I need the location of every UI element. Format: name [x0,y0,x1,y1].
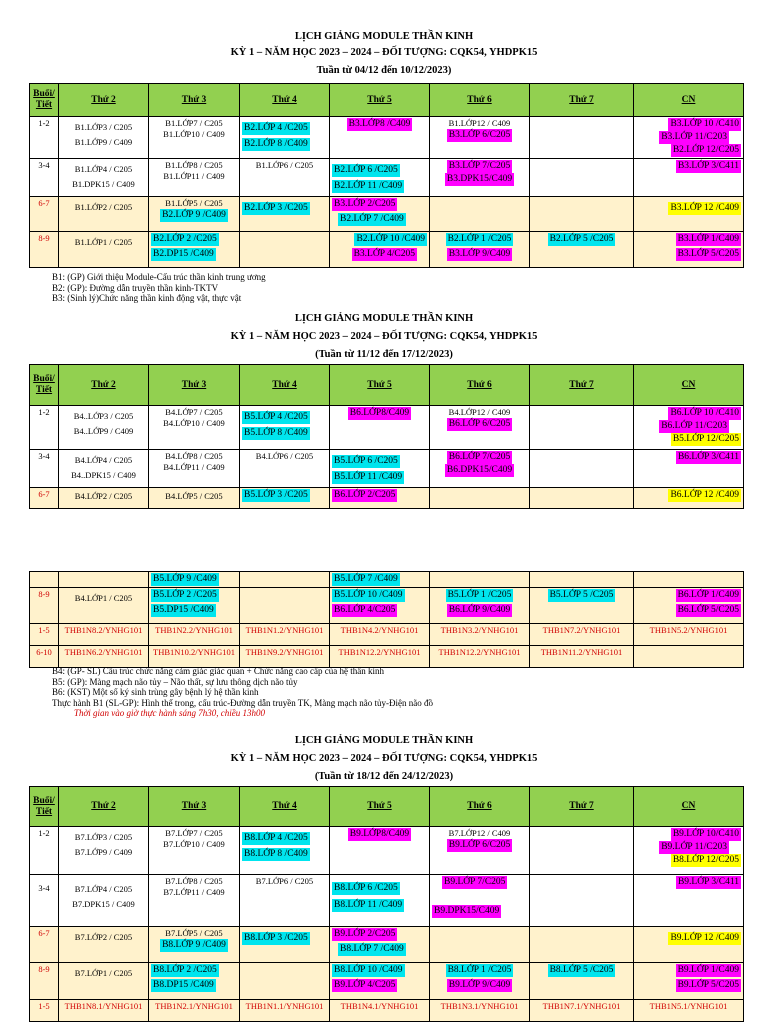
entry: B9.DPK15/C409 [434,906,500,916]
entry: B9.LỚP 4/C205 [334,980,396,990]
entry: B7.LỚP5 / C205 [165,928,223,938]
week2-table [29,364,744,509]
entry: THB1N3.2/YNHG101 [430,624,530,646]
entry: B6.LỚP 12 /C409 [670,490,739,500]
entry: B5.DP15 /C409 [153,605,214,615]
entry: B8.LỚP 7 /C409 [340,944,404,954]
entry: B5.LỚP 11 /C409 [334,472,403,482]
entry: B6.LỚP 7/C205 [448,452,511,462]
entry: B3.LỚP 9/C409 [448,249,511,259]
entry: THB1N7.1/YNHG101 [530,1000,634,1022]
col-cn: CN [634,84,744,117]
entry: B1.LỚP7 / C205 [165,118,223,128]
entry: B1.DPK15 / C409 [72,179,135,189]
entry: B5.LỚP 9 /C409 [153,574,217,584]
entry: B8.LỚP 1 /C205 [447,965,512,975]
col-thu6: Thứ 6 [430,84,530,117]
entry: B8.LỚP 8 /C409 [244,849,308,859]
entry: THB1N4.1/YNHG101 [330,1000,430,1022]
table-row [30,488,744,509]
entry: B2.LỚP 9 /C409 [162,210,226,220]
note: B2: (GP): Đường dẫn truyền thần kinh-TKTV [52,282,219,293]
entry: THB1N8.1/YNHG101 [59,1000,149,1022]
entry: THB1N5.2/YNHG101 [634,624,744,646]
table-row [30,1000,744,1022]
entry: B4.LỚP6 / C205 [255,451,314,461]
week2-notes [52,666,433,719]
entry: B2.LỚP 1 /C205 [447,234,512,244]
note: B6: (KST) Một số ký sinh trùng gây bệnh lý hệ thần kinh [52,687,259,697]
entry: B3.LỚP 3/C411 [677,161,739,171]
entry: B9.LỚP 3/C411 [677,877,739,887]
entry: B5.LỚP 12/C205 [672,434,739,444]
entry: B8.LỚP 2 /C205 [153,965,217,975]
entry: B4.LỚP2 / C205 [74,491,133,501]
entry: THB1N11.2/YNHG101 [530,646,634,668]
week1-notes [52,272,266,304]
entry: B7.LỚP10 / C409 [163,839,225,849]
period-cell: 3-4 [30,450,59,488]
entry: B2.LỚP 10 /C409 [356,234,425,244]
week1-table [29,83,744,268]
entry: B2.LỚP 12/C205 [672,145,739,155]
entry: B8.LỚP 4 /C205 [244,833,308,843]
entry: B1.LỚP4 / C205 [74,164,133,174]
entry: B8.LỚP 10 /C409 [334,965,403,975]
note: Thời gian vào giờ thực hành sáng 7h30, chiều 13h00 [74,708,266,718]
entry: B3.DPK15/C409 [446,174,513,184]
table-row [30,572,744,588]
table-row [30,450,744,488]
entry: THB1N1.2/YNHG101 [240,624,330,646]
entry: B5.LỚP 2 /C205 [153,590,217,600]
table-row [30,232,744,268]
week3-title: LỊCH GIẢNG MODULE THẦN KINH [294,735,474,746]
entry: THB1N4.2/YNHG101 [330,624,430,646]
col-thu7: Thứ 7 [530,787,634,827]
table-row [30,117,744,159]
period-cell: 8-9 [30,232,59,268]
entry: B8.LỚP 3 /C205 [244,933,308,943]
col-thu3: Thứ 3 [149,84,240,117]
entry: B9.LỚP 12 /C409 [670,933,739,943]
entry: THB1N2.2/YNHG101 [149,624,240,646]
entry: B5.LỚP 3 /C205 [244,490,308,500]
entry: B9.LỚP 11/C203 [661,842,727,852]
entry: B2.LỚP 4 /C205 [244,123,308,133]
week1-title: LỊCH GIẢNG MODULE THẦN KINH [294,31,474,42]
header-row [30,787,744,827]
table-row [30,624,744,646]
entry: THB1N7.2/YNHG101 [530,624,634,646]
period-cell: 1-2 [30,406,59,450]
entry: B2.LỚP 8 /C409 [244,139,308,149]
col-thu3: Thứ 3 [149,787,240,827]
header-row [30,365,744,406]
period-cell: 1-2 [30,117,59,159]
period-cell: 6-7 [30,488,59,509]
note: B1: (GP) Giới thiệu Module-Cấu trúc thần kinh trung ương [52,272,266,282]
entry: THB1N12.2/YNHG101 [430,646,530,668]
note: B4: (GP- SL) Cấu trúc chức năng cảm giác giác quan + Chức năng cao cấp của hệ thần kinh [52,666,384,676]
entry: B8.LỚP 6 /C205 [334,883,398,893]
entry: B3.LỚP 6/C205 [448,130,511,140]
table-row [30,875,744,927]
entry: B2.LỚP 11 /C409 [334,181,403,191]
week2-subtitle: KỲ 1 – NĂM HỌC 2023 – 2024 – ĐỐI TƯỢNG: CQK54, YHDPK15 [230,331,538,342]
entry: B1.LỚP6 / C205 [255,160,314,170]
entry: B6.LỚP 1/C409 [677,590,739,600]
col-thu4: Thứ 4 [240,365,330,406]
entry: THB1N5.1/YNHG101 [634,1000,744,1022]
col-thu4: Thứ 4 [240,787,330,827]
col-thu2: Thứ 2 [59,365,149,406]
entry: B4..DPK15 / C409 [71,470,136,480]
col-buoi: Buổi/ Tiết [30,787,59,827]
col-thu7: Thứ 7 [530,365,634,406]
entry: B1.LỚP2 / C205 [74,202,133,212]
entry: B9.LỚP 9/C409 [448,980,511,990]
entry: B4..LỚP9 / C409 [73,426,134,436]
entry: B3.LỚP 10 /C410 [670,119,739,129]
period-cell: 6-7 [30,197,59,232]
entry: B4.LỚP11 / C409 [163,462,225,472]
entry: B6.LỚP 2/C205 [334,490,396,500]
entry: B9.LỚP 7/C205 [444,877,506,887]
entry: THB1N6.2/YNHG101 [59,646,149,668]
entry: B1.LỚP12 / C409 [448,118,511,128]
entry: B2.LỚP 3 /C205 [244,203,308,213]
col-thu5: Thứ 5 [330,365,430,406]
week1-subtitle: KỲ 1 – NĂM HỌC 2023 – 2024 – ĐỐI TƯỢNG: CQK54, YHDPK15 [230,47,538,58]
entry: B5.LỚP 5 /C205 [549,590,614,600]
entry: B4.LỚP7 / C205 [165,407,223,417]
entry: B7.LỚP12 / C409 [448,828,511,838]
entry: B6.LỚP 10 /C410 [670,408,739,418]
entry: B6.LỚP 6/C205 [448,419,511,429]
entry: B7.LỚP2 / C205 [74,932,133,942]
entry: B4.LỚP4 / C205 [74,455,133,465]
week3-subtitle: KỲ 1 – NĂM HỌC 2023 – 2024 – ĐỐI TƯỢNG: CQK54, YHDPK15 [230,753,538,764]
entry: B5.LỚP 4 /C205 [244,412,308,422]
entry: B8.LỚP 9 /C409 [162,940,226,950]
table-row [30,927,744,963]
entry: B6.LỚP 11/C203 [661,421,727,431]
entry: B3.LỚP 11/C203 [661,132,727,142]
entry: B6.DPK15/C409 [446,465,513,475]
entry: B1.LỚP3 / C205 [74,122,133,132]
week2-range: (Tuần từ 11/12 đến 17/12/2023) [315,349,453,360]
entry: B1.LỚP1 / C205 [74,237,133,247]
week2-title: LỊCH GIẢNG MODULE THẦN KINH [294,313,474,324]
entry: B2.LỚP 7 /C409 [340,214,404,224]
entry: B5.LỚP 10 /C409 [334,590,403,600]
entry: B2.DP15 /C409 [153,249,214,259]
entry: B1.LỚP11 / C409 [163,171,225,181]
col-thu5: Thứ 5 [330,787,430,827]
entry: B3.LỚP 1/C409 [677,234,739,244]
week1-range: Tuần từ 04/12 đến 10/12/2023) [316,65,452,76]
entry: B6.LỚP 4/C205 [334,605,396,615]
entry: B4.LỚP8 / C205 [165,451,223,461]
period-cell: 3-4 [30,159,59,197]
table-row [30,406,744,450]
col-thu2: Thứ 2 [59,84,149,117]
entry: B3.LỚP8 /C409 [348,119,411,129]
entry: THB1N10.2/YNHG101 [149,646,240,668]
entry: B2.LỚP 6 /C205 [334,165,398,175]
note: Thực hành B1 (SL-GP): Hình thể trong, cấu trúc-Đường dẫn truyền TK, Màng mạch não tủy-Điện não đồ [52,697,434,708]
table-row [30,588,744,624]
entry: B9.LỚP 2/C205 [334,929,396,939]
note: B3: (Sinh lý)Chức năng thần kinh động vật, thực vật [52,293,242,303]
entry: B8.LỚP 5 /C205 [549,965,614,975]
entry: B4..LỚP3 / C205 [73,411,134,421]
entry: B7.LỚP11 / C409 [163,887,225,897]
entry: B3.LỚP 5/C205 [677,249,739,259]
period-cell: 1-5 [30,624,59,646]
week2-table-continued [29,571,744,668]
entry: B6.LỚP8/C409 [349,408,410,418]
entry: B6.LỚP 9/C409 [448,605,511,615]
entry: B2.LỚP 5 /C205 [549,234,614,244]
col-thu4: Thứ 4 [240,84,330,117]
entry: THB1N1.1/YNHG101 [240,1000,330,1022]
col-thu2: Thứ 2 [59,787,149,827]
period-cell: 6-10 [30,646,59,668]
entry: B4.LỚP10 / C409 [163,418,225,428]
entry: THB1N12.2/YNHG101 [330,646,430,668]
col-cn: CN [634,365,744,406]
entry: B6.LỚP 5/C205 [677,605,739,615]
col-cn: CN [634,787,744,827]
entry: B5.LỚP 8 /C409 [244,428,308,438]
entry: B1.LỚP5 / C205 [165,198,223,208]
entry: B7.LỚP8 / C205 [165,876,223,886]
period-cell: 8-9 [30,588,59,624]
entry: B7.LỚP1 / C205 [74,968,133,978]
table-row [30,159,744,197]
entry: THB1N8.2/YNHG101 [59,624,149,646]
entry: B4.LỚP12 / C409 [448,407,511,417]
entry: B9.LỚP 6/C205 [448,840,511,850]
note: B5: (GP): Màng mạch não tủy – Não thất, sự lưu thông dịch não tủy [52,676,298,687]
col-buoi: Buổi/ Tiết [30,84,59,117]
entry: B5.LỚP 6 /C205 [334,456,398,466]
entry: B7.LỚP9 / C409 [74,847,133,857]
entry: B8.DP15 /C409 [153,980,214,990]
entry: B9.LỚP 1/C409 [677,965,739,975]
entry: B8.LỚP 12/C205 [672,855,739,865]
entry: B3.LỚP 12 /C409 [670,203,739,213]
entry: B8.LỚP 11 /C409 [334,900,403,910]
entry: THB1N3.1/YNHG101 [430,1000,530,1022]
entry: B7.DPK15 / C409 [72,899,135,909]
col-thu7: Thứ 7 [530,84,634,117]
entry: B7.LỚP7 / C205 [165,828,223,838]
period-cell: 1-2 [30,827,59,875]
entry: B4.LỚP5 / C205 [165,491,223,501]
table-row [30,646,744,668]
entry: B7.LỚP6 / C205 [255,876,314,886]
entry: THB1N9.2/YNHG101 [240,646,330,668]
entry: B5.LỚP 1 /C205 [447,590,512,600]
entry: B7.LỚP4 / C205 [74,884,133,894]
entry: B1.LỚP9 / C409 [74,137,133,147]
entry: B9.LỚP 5/C205 [677,980,739,990]
entry: B3.LỚP 7/C205 [448,161,511,171]
col-buoi: Buổi/ Tiết [30,365,59,406]
entry: B3.LỚP 4/C205 [353,249,415,259]
entry: B1.LỚP10 / C409 [163,129,225,139]
week3-table [29,786,744,1022]
entry: B2.LỚP 2 /C205 [153,234,217,244]
period-cell: 6-7 [30,927,59,963]
col-thu5: Thứ 5 [330,84,430,117]
period-cell: 8-9 [30,963,59,1000]
col-thu6: Thứ 6 [430,787,530,827]
col-thu3: Thứ 3 [149,365,240,406]
table-row [30,827,744,875]
entry: THB1N2.1/YNHG101 [149,1000,240,1022]
entry: B5.LỚP 7 /C409 [334,574,398,584]
col-thu6: Thứ 6 [430,365,530,406]
period-cell: 1-5 [30,1000,59,1022]
entry: B3.LỚP 2/C205 [334,199,396,209]
entry: B9.LỚP 10/C410 [672,829,739,839]
period-cell: 3-4 [30,875,59,927]
table-row [30,963,744,1000]
entry: B9.LỚP8/C409 [349,829,410,839]
entry: B6.LỚP 3/C411 [677,452,739,462]
entry: B7.LỚP3 / C205 [74,832,133,842]
header-row [30,84,744,117]
week3-range: (Tuần từ 18/12 đến 24/12/2023) [314,771,454,782]
entry: B1.LỚP8 / C205 [165,160,223,170]
table-row [30,197,744,232]
entry: B4.LỚP1 / C205 [74,593,133,603]
